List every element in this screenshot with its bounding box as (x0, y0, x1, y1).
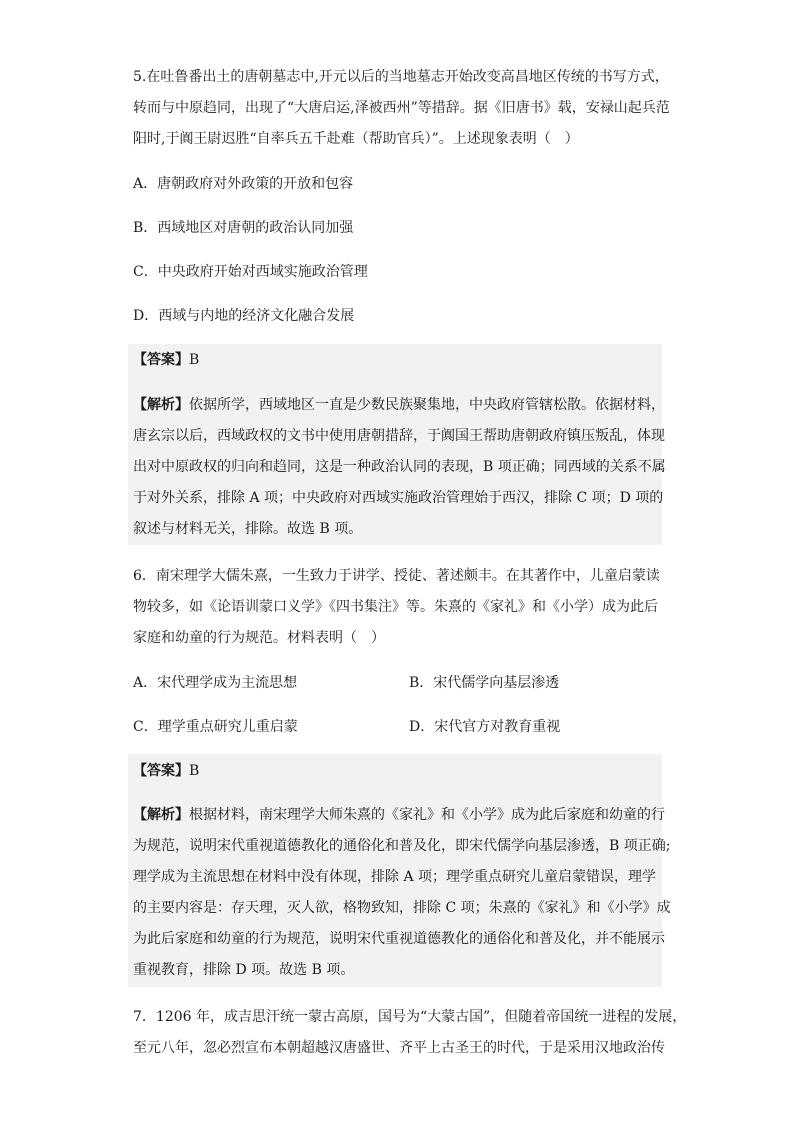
q6-option-a: A．宋代理学成为主流思想 (133, 675, 298, 691)
q5-analysis-line-4: 于对外关系，排除 A 项；中央政府对西域实施政治管理始于西汉，排除 C 项；D 项的 (133, 490, 664, 506)
q6-analysis-line-2: 为规范，说明宋代重视道德教化的通俗化和普及化，即宋代儒学向基层渗透，B 项正确; (133, 838, 671, 854)
q6-analysis-line-5: 为此后家庭和幼童的行为规范，说明宋代重视道德教化的通俗化和普及化，并不能展示 (133, 931, 665, 947)
q6-answer (133, 761, 199, 781)
q5-stem-line-3: 阳时,于阗王尉迟胜“自率兵五千赴难（帮助官兵）”。上述现象表明（ ） (133, 131, 579, 147)
q5-answer-value: B (189, 352, 200, 368)
q7-stem-line-2: 至元八年，忽必烈宣布本朝超越汉唐盛世、齐平上古圣王的时代，于是采用汉地政治传 (133, 1040, 665, 1056)
q6-answer-tag: 【答案】 (133, 763, 189, 779)
q5-option-d: D．西域与内地的经济文化融合发展 (133, 308, 355, 324)
q6-option-b: B．宋代儒学向基层渗透 (409, 675, 560, 691)
q5-analysis-line-1: 【解析】依据所学，西域地区一直是少数民族聚集地，中央政府管辖松散。依据材料， (133, 397, 665, 413)
q5-analysis-line-3: 出对中原政权的归向和趋同，这是一种政治认同的表现，B 项正确；同西域的关系不属 (133, 459, 666, 475)
q5-option-a: A．唐朝政府对外政策的开放和包容 (133, 176, 354, 192)
q5-option-c: C．中央政府开始对西域实施政治管理 (133, 264, 368, 280)
q5-analysis-line-2: 唐玄宗以后，西域政权的文书中使用唐朝措辞，于阗国王帮助唐朝政府镇压叛乱，体现 (133, 428, 665, 444)
q6-stem-line-3: 家庭和幼童的行为规范。材料表明（ ） (133, 630, 385, 646)
q5-stem-line-1: 5.在吐鲁番出土的唐朝墓志中,开元以后的当地墓志开始改变高昌地区传统的书写方式， (133, 69, 669, 85)
q6-option-c: C．理学重点研究儿重启蒙 (133, 719, 298, 735)
q6-analysis-tag: 【解析】 (133, 807, 189, 823)
q5-analysis-tag: 【解析】 (133, 397, 189, 413)
q7-stem-line-1: 7．1206 年，成吉思汗统一蒙古高原，国号为“大蒙古国”，但随着帝国统一进程的发展， (133, 1009, 687, 1025)
q6-analysis-line-4: 的主要内容是：存天理，灭人欲，格物致知，排除 C 项；朱熹的《家礼》和《小学》成 (133, 900, 671, 916)
q5-analysis-line-5: 叙述与材料无关，排除。故选 B 项。 (133, 521, 363, 537)
q5-option-b: B．西域地区对唐朝的政治认同加强 (133, 220, 354, 236)
q5-answer (133, 350, 199, 370)
q6-analysis-line-3: 理学成为主流思想在材料中没有体现，排除 A 项；理学重点研究儿童启蒙错误，理学 (133, 869, 657, 885)
q6-stem-line-1: 6．南宋理学大儒朱熹，一生致力于讲学、授徒、著述颇丰。在其著作中，儿童启蒙读 (133, 568, 660, 584)
q6-option-d: D．宋代官方对教育重视 (409, 719, 561, 735)
q6-stem-line-2: 物较多，如《论语训蒙口义学》《四书集注》等。朱熹的《家礼》和《小学）成为此后 (133, 599, 658, 615)
q6-analysis-line-6: 重视教育，排除 D 项。故选 B 项。 (133, 962, 355, 978)
q5-stem-line-2: 转而与中原趋同，出现了“大唐启运,泽被西州”等措辞。据《旧唐书》载，安禄山起兵范 (133, 100, 670, 116)
q5-answer-tag: 【答案】 (133, 352, 189, 368)
q6-answer-value: B (189, 763, 200, 779)
q6-analysis-line-1: 【解析】根据材料，南宋理学大师朱熹的《家礼》和《小学》成为此后家庭和幼童的行 (133, 807, 665, 823)
